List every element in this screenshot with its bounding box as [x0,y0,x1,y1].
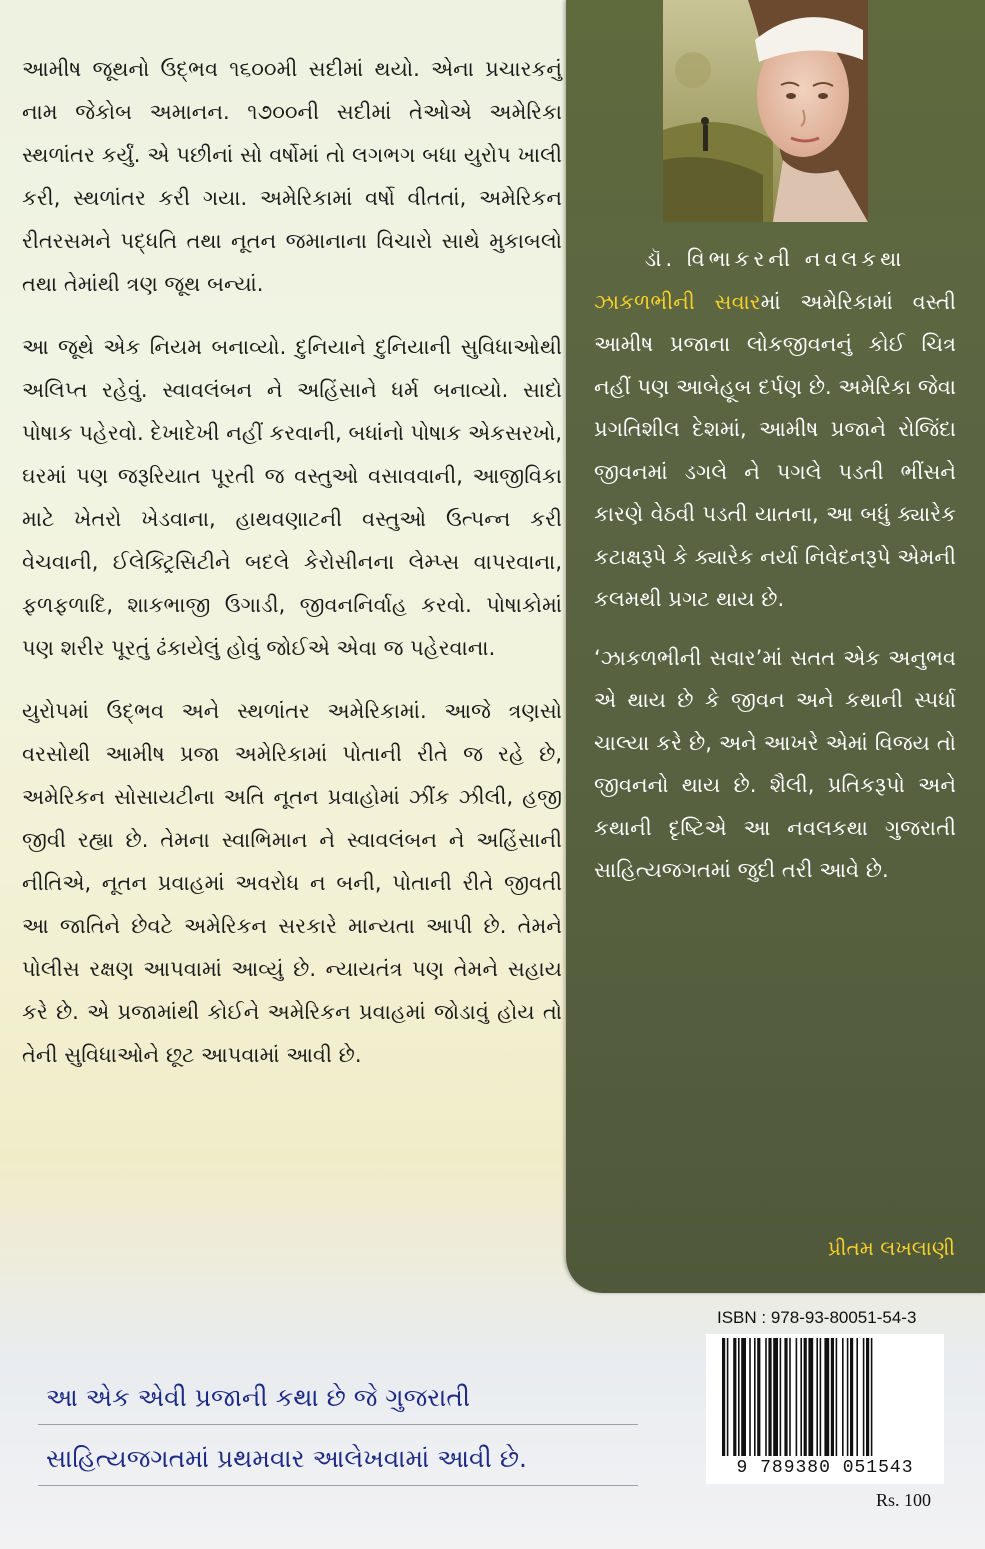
barcode-bar [804,1338,807,1456]
review-paragraph-2: ‘ઝાકળભીની સવાર’માં સતત એક અનુભવ એ થાય છે કે જીવન અને કથાની સ્પર્ધા ચાલ્યા કરે છે, અને આખરે એમાં વિજય તો જીવનનો થાય છે. શૈલી, પ્રતિકરૂપો અને કથાની દૃષ્ટિએ આ નવલકથા ગુજરાતી સાહિત્યજગતમાં જુદી તરી આવે છે. [594,645,956,882]
barcode-bar [727,1338,729,1456]
price-label: Rs. 100 [876,1490,932,1510]
portrait-illustration [663,0,868,222]
barcode-digits: 9 789380 051543 [736,1458,914,1478]
review-paragraph-1 [594,281,956,621]
barcode-bar [754,1338,756,1456]
barcode-bar [831,1338,834,1456]
barcode-bar [749,1338,751,1456]
author-line: ડૉ. વિભાકરની નવલકથા [644,247,906,271]
barcode-bar [856,1338,858,1456]
barcode-bar [800,1338,802,1456]
barcode-bar [733,1338,736,1456]
barcode-box [706,1334,944,1484]
barcode-bar [808,1338,813,1456]
barcode-bar [836,1338,838,1456]
barcode-bar [780,1338,782,1456]
barcode-bar [789,1338,791,1456]
barcode-bar [842,1338,844,1456]
barcode-bar [863,1338,865,1456]
synopsis-column [22,48,562,1097]
synopsis-paragraph-1: આમીષ જૂથનો ઉદ્ભવ ૧૬૦૦મી સદીમાં થયો. એના પ્રચારકનું નામ જેકોબ અમાનન. ૧૭૦૦ની સદીમાં તેઓએ અમેરિકા સ્થળાંતર કર્યું. એ પછીનાં સો વર્ષોમાં તો લગભગ બધા યુરોપ ખાલી કરી, સ્થળાંતર કરી ગયા. અમેરિકામાં વર્ષો વીતતાં, અમેરિકન રીતરસમને પદ્ધતિ તથા નૂતન જમાનાના વિચારો સાથે મુકાબલો તથા તેમાંથી ત્રણ જૂથ બન્યાં. [22,57,562,296]
barcode-bar [816,1338,818,1456]
synopsis-paragraph-2: આ જૂથે એક નિયમ બનાવ્યો. દુનિયાને દુનિયાની સુવિધાઓથી અલિપ્ત રહેવું. સ્વાવલંબન ને અહિંસાને ધર્મ બનાવ્યો. સાદો પોષાક પહેરવો. દેખાદેખી નહીં કરવાની, બધાંનો પોષાક એકસરખો, ઘરમાં પણ જરૂરિયાત પૂરતી જ વસ્તુઓ વસાવવાની, આજીવિકા માટે ખેતરો ખેડવાના, હાથવણાટની વસ્તુઓ ઉત્પન્ન કરી વેચવાની, ઈલેક્ટ્રિસિટીને બદલે કેરોસીનના લેમ્પ્સ વાપરવાના, ફળફળાદિ, શાકભાજી ઉગાડી, જીવનનિર્વાહ કરવો. પોષાકોમાં પણ શરીર પૂરતું ઢંકાયેલું હોવું જોઈએ એવા જ પહેરવાના. [22,335,562,660]
barcode-bar [784,1338,787,1456]
barcode-bar [824,1338,829,1456]
barcode-bar [847,1338,849,1456]
barcode-bar [757,1338,760,1456]
tagline-line-2: સાહિત્યજગતમાં પ્રથમવાર આલેખવામાં આવી છે. [38,1433,638,1486]
barcode-bar [741,1338,746,1456]
novel-title: ઝાકળભીની સવાર [594,289,761,314]
tagline-line-1: આ એક એવી પ્રજાની કથા છે જે ગુજરાતી [38,1372,638,1425]
barcode-bar [820,1338,822,1456]
barcode-bar [722,1338,725,1456]
cover-portrait-image [663,0,868,222]
synopsis-paragraph-3: યુરોપમાં ઉદ્ભવ અને સ્થળાંતર અમેરિકામાં. આજે ત્રણસો વરસોથી આમીષ પ્રજા અમેરિકામાં પોતાની રીતે જ રહે છે, અમેરિકન સોસાયટીના અતિ નૂતન પ્રવાહોમાં ઝીંક ઝીલી, હજી જીવી રહ્યા છે. તેમના સ્વાભિમાન ને સ્વાવલંબન ને અહિંસાની નીતિએ, નૂતન પ્રવાહમાં અવરોધ ન બની, પોતાની રીતે જીવતી આ જાતિને છેવટે અમેરિકન સરકારે માન્યતા આપી છે. તેમને પોલીસ રક્ષણ આપવામાં આવ્યું છે. ન્યાયતંત્ર પણ તેમને સહાય કરે છે. એ પ્રજામાંથી કોઈને અમેરિકન પ્રવાહમાં જોડાવું હોય તો તેની સુવિધાઓને છૂટ આપવામાં આવી છે. [22,699,562,1067]
barcode-bar [738,1338,740,1456]
review-paragraph-1-text: માં અમેરિકામાં વસ્તી આમીષ પ્રજાના લોકજીવનનું કોઈ ચિત્ર નહીં પણ આબેહૂબ દર્પણ છે. અમેરિકા જેવા પ્રગતિશીલ દેશમાં, આમીષ પ્રજાને રોજિંદા જીવનમાં ડગલે ને પગલે પડતી ભીંસને કારણે વેઠવી પડતી યાતના, આ બધું ક્યારેક કટાક્ષરૂપે કે ક્યારેક નર્યા નિવેદનરૂપે એમની કલમથી પ્રગટ થાય છે. [594,289,956,611]
reviewer-signature: પ્રીતમ લખલાણી [827,1236,955,1260]
barcode-bar [796,1338,798,1456]
review-text [594,238,956,908]
barcode-bar [871,1338,873,1456]
barcode-bar [773,1338,778,1456]
barcode-bar [866,1338,869,1456]
barcode-bar [850,1338,853,1456]
barcode-bar [765,1338,767,1456]
tagline [38,1372,638,1486]
barcode-icon [718,1338,932,1460]
barcode-bar [768,1338,771,1456]
isbn-label: ISBN : 978-93-80051-54-3 [717,1308,917,1327]
review-panel [566,0,985,1293]
